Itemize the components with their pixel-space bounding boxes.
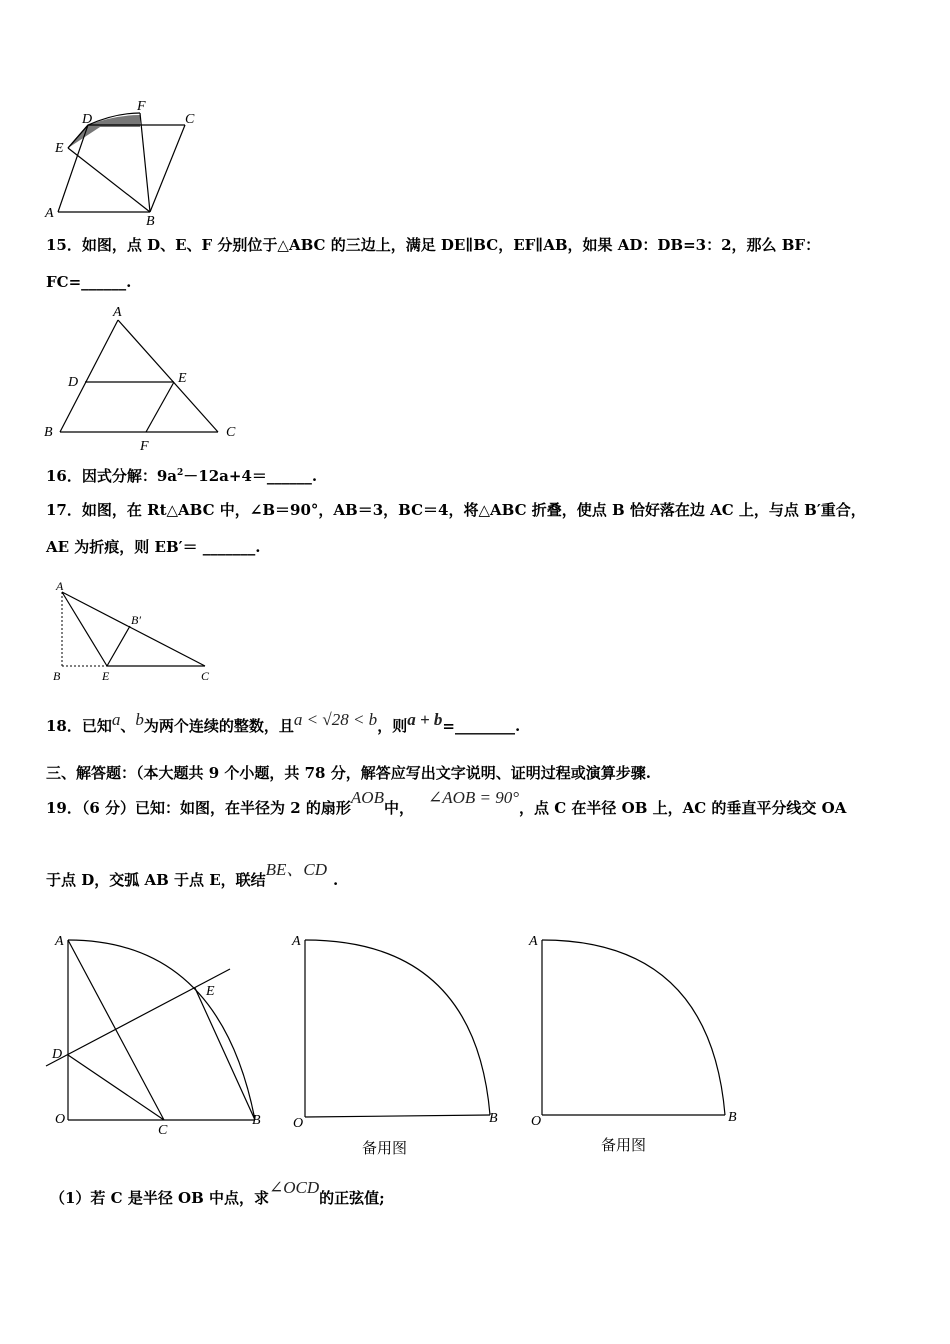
label-O: O bbox=[531, 1114, 542, 1129]
q17-line2: AE 为折痕，则 EB′＝ _______. bbox=[46, 538, 261, 556]
label-F: F bbox=[140, 439, 149, 454]
q19-figure-main bbox=[40, 925, 280, 1140]
q19-text1: 19．（6 分）已知：如图，在半径为 2 的扇形 bbox=[46, 799, 351, 817]
q19-sub1 bbox=[50, 1178, 385, 1210]
spare-figure-caption-1: 备用图 bbox=[362, 1139, 408, 1157]
label-B: B bbox=[44, 425, 53, 440]
q19-sub1-text2: 的正弦值; bbox=[319, 1189, 385, 1207]
label-A: A bbox=[292, 934, 301, 949]
q18-text2: 为两个连续的整数，且 bbox=[143, 717, 294, 735]
label-C: C bbox=[226, 425, 236, 440]
q18-text4: =________. bbox=[442, 717, 521, 735]
label-F: F bbox=[137, 99, 146, 114]
label-A: A bbox=[529, 934, 538, 949]
q18 bbox=[46, 710, 521, 736]
q18-text3: ，则 bbox=[377, 717, 408, 735]
label-O: O bbox=[293, 1116, 304, 1131]
label-E: E bbox=[55, 141, 64, 156]
q19-angle: ∠AOB = 90° bbox=[427, 788, 520, 807]
spare-figure-caption-2: 备用图 bbox=[601, 1136, 647, 1154]
q19-be-cd: BE、CD bbox=[265, 860, 328, 879]
q18-text1: 18．已知 bbox=[46, 717, 112, 735]
label-D: D bbox=[52, 1047, 63, 1062]
q18-sum: a + b bbox=[407, 710, 443, 729]
q18-inequality: a < √28 < b bbox=[293, 710, 378, 729]
label-A: A bbox=[113, 305, 122, 320]
q14-figure bbox=[40, 95, 210, 230]
section-3-heading: 三、解答题：（本大题共 9 个小题，共 78 分，解答应写出文字说明、证明过程或演算步骤. bbox=[46, 764, 651, 782]
q15-figure bbox=[40, 302, 250, 457]
q19-figure-spare-2 bbox=[525, 925, 755, 1135]
q15-line1: 15．如图，点 D、E、F 分别位于△ABC 的三边上，满足 DE∥BC，EF∥AB，如果 AD：DB=3：2，那么 BF： bbox=[46, 236, 821, 254]
q16 bbox=[46, 469, 317, 484]
q18-b: b bbox=[135, 710, 144, 729]
label-C: C bbox=[201, 669, 210, 683]
q19-text5: . bbox=[333, 871, 339, 889]
shaded-region bbox=[68, 115, 140, 148]
q19-text2: 中， bbox=[383, 799, 414, 817]
label-O: O bbox=[55, 1112, 66, 1127]
label-B: B bbox=[252, 1113, 261, 1128]
label-B-prime: B′ bbox=[131, 613, 141, 627]
q17-figure bbox=[45, 578, 225, 686]
label-B: B bbox=[146, 214, 155, 229]
q15-line2: FC=______. bbox=[46, 273, 132, 291]
q19-text4: 于点 D，交弧 AB 于点 E，联结 bbox=[46, 871, 266, 889]
q18-sep: 、 bbox=[120, 717, 136, 735]
label-A: A bbox=[56, 579, 64, 593]
q19-sub1-angle: ∠OCD bbox=[269, 1178, 320, 1197]
q19-line1 bbox=[46, 788, 847, 820]
label-B: B bbox=[53, 669, 61, 683]
label-C: C bbox=[185, 112, 195, 127]
q19-aob: AOB bbox=[350, 788, 384, 807]
label-E: E bbox=[206, 984, 215, 999]
q19-text3: ，点 C 在半径 OB 上，AC 的垂直平分线交 OA bbox=[519, 799, 847, 817]
label-D: D bbox=[82, 112, 93, 127]
label-B: B bbox=[728, 1110, 737, 1125]
q19-figure-spare-1 bbox=[285, 925, 515, 1135]
q17-line1: 17．如图，在 Rt△ABC 中，∠B＝90°，AB＝3，BC＝4，将△ABC 折叠，使点 B 恰好落在边 AC 上，与点 B′重合， bbox=[46, 501, 866, 519]
label-D: D bbox=[68, 375, 79, 390]
label-A: A bbox=[55, 934, 64, 949]
label-E: E bbox=[178, 371, 187, 386]
q16-exponent: 2 bbox=[177, 468, 184, 478]
q16-suffix: －12a+4＝______. bbox=[183, 467, 318, 485]
q19-sub1-text1: （1）若 C 是半径 OB 中点，求 bbox=[50, 1189, 270, 1207]
q18-a: a bbox=[111, 710, 121, 729]
label-B: B bbox=[489, 1111, 498, 1126]
q19-line2 bbox=[46, 860, 339, 892]
label-C: C bbox=[158, 1123, 168, 1138]
label-A: A bbox=[45, 206, 54, 221]
q16-prefix: 16．因式分解：9a bbox=[46, 467, 178, 485]
label-E: E bbox=[102, 669, 110, 683]
